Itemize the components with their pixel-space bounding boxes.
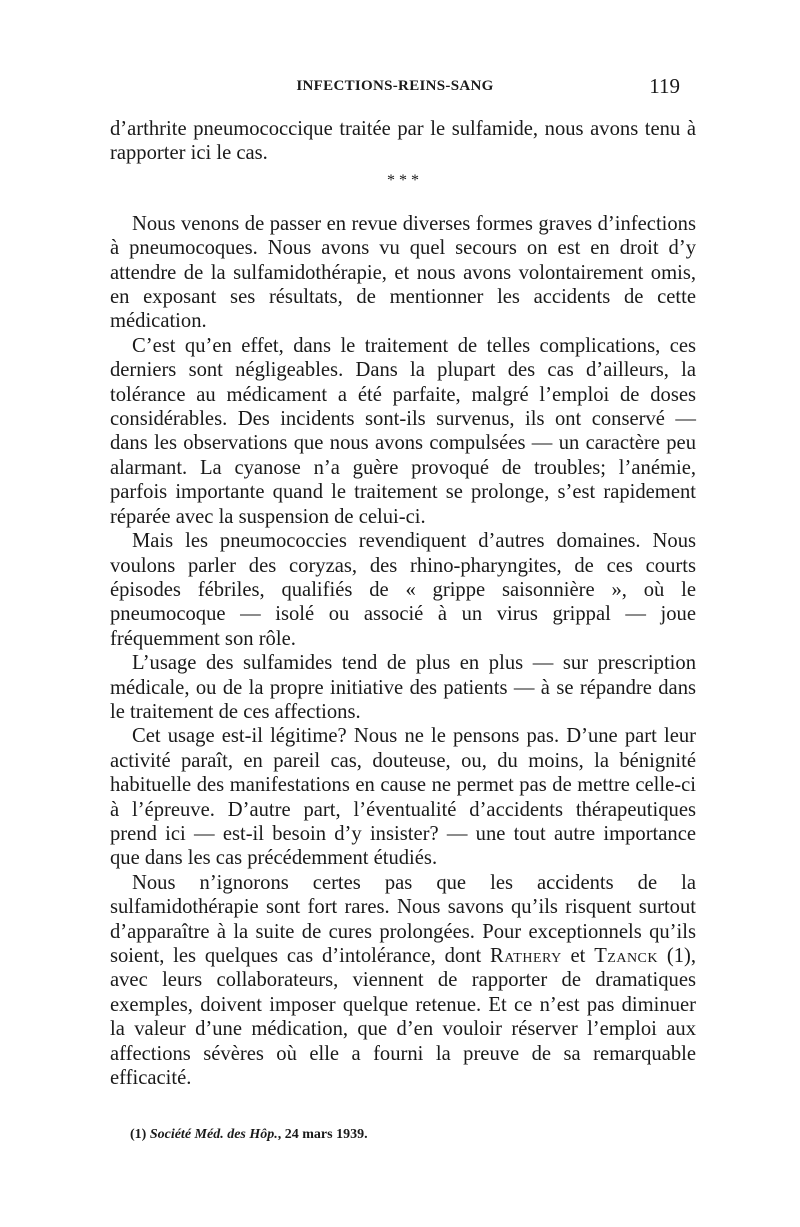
- page-header: [110, 74, 680, 104]
- paragraph: L’usage des sulfamides tend de plus en plus — sur prescription médicale, ou de la propre initiative des patients — à se répandre dans le traitement de ces affections.: [110, 652, 696, 723]
- section-separator: * * *: [387, 171, 419, 189]
- footnote: [130, 1127, 690, 1143]
- paragraph-text: et: [561, 945, 595, 967]
- author-name: Rathery: [490, 945, 562, 967]
- paragraph: [110, 871, 696, 1091]
- paragraph: Cet usage est-il légitime? Nous ne le pensons pas. D’une part leur activité paraît, en pareil cas, douteuse, ou, du moins, la bénignité habituelle des manifestations en cause ne permet pas de mettre celle-ci à l’épreuve. D’autre part, l’éventualité d’accidents thérapeutiques prend ici — est-il besoin d’y insister? — une tout autre importance que dans les cas précédemment étudiés.: [110, 725, 696, 870]
- paragraph: Nous venons de passer en revue diverses formes graves d’infections à pneumocoques. Nous avons vu quel secours on est en droit d’y attendre de la sulfamidothérapie, et nous avons volontairement omis, en exposant ses résultats, de mentionner les accidents de cette médication.: [110, 212, 696, 333]
- page-number: 119: [649, 74, 680, 98]
- body-text: [110, 117, 696, 1090]
- paragraph: C’est qu’en effet, dans le traitement de telles complications, ces derniers sont négligeables. Dans la plupart des cas d’ailleurs, la tolérance au médicament a été parfaite, malgré l’emploi de doses considérables. Des incidents sont-ils survenus, ils ont conservé — dans les observations que nous avons compulsées — un caractère peu alarmant. La cyanose n’a guère provoqué de troubles; l’anémie, parfois importante quand le traitement se prolonge, s’est rapidement réparée avec la suspension de celui-ci.: [110, 334, 696, 528]
- paragraph-text: Nous n’ignorons certes pas que les accidents de la sulfamidothérapie sont fort rares. Nous savons qu’ils risquent surtout d’apparaître à la suite de cures prolongées. Pour exceptionnels qu’ils soient, les quelques cas d’intolérance, dont: [110, 871, 696, 967]
- paragraph: Mais les pneumococcies revendiquent d’autres domaines. Nous voulons parler des coryzas, des rhino-pharyngites, de ces courts épisodes fébriles, qualifiés de « grippe saisonnière », où le pneumocoque — isolé ou associé à un virus grippal — joue fréquemment son rôle.: [110, 530, 696, 650]
- paragraph-continued: d’arthrite pneumococcique traitée par le sulfamide, nous avons tenu à rapporter ici le cas.: [110, 118, 696, 165]
- footnote-date: , 24 mars 1939.: [277, 1127, 368, 1142]
- footnote-marker: (1): [130, 1127, 147, 1142]
- paragraph-text: (1), avec leurs collaborateurs, viennent de rapporter de dramatiques exemples, doivent imposer quelque retenue. Et ce n’est pas diminuer la valeur d’une médication, que d’en vouloir réserver l’emploi aux affections sévères où elle a fourni la preuve de sa remarquable efficacité.: [110, 945, 696, 1090]
- running-title: INFECTIONS-REINS-SANG: [296, 78, 494, 94]
- author-name: Tzanck: [594, 945, 659, 967]
- footnote-source: Société Méd. des Hôp.: [149, 1127, 278, 1142]
